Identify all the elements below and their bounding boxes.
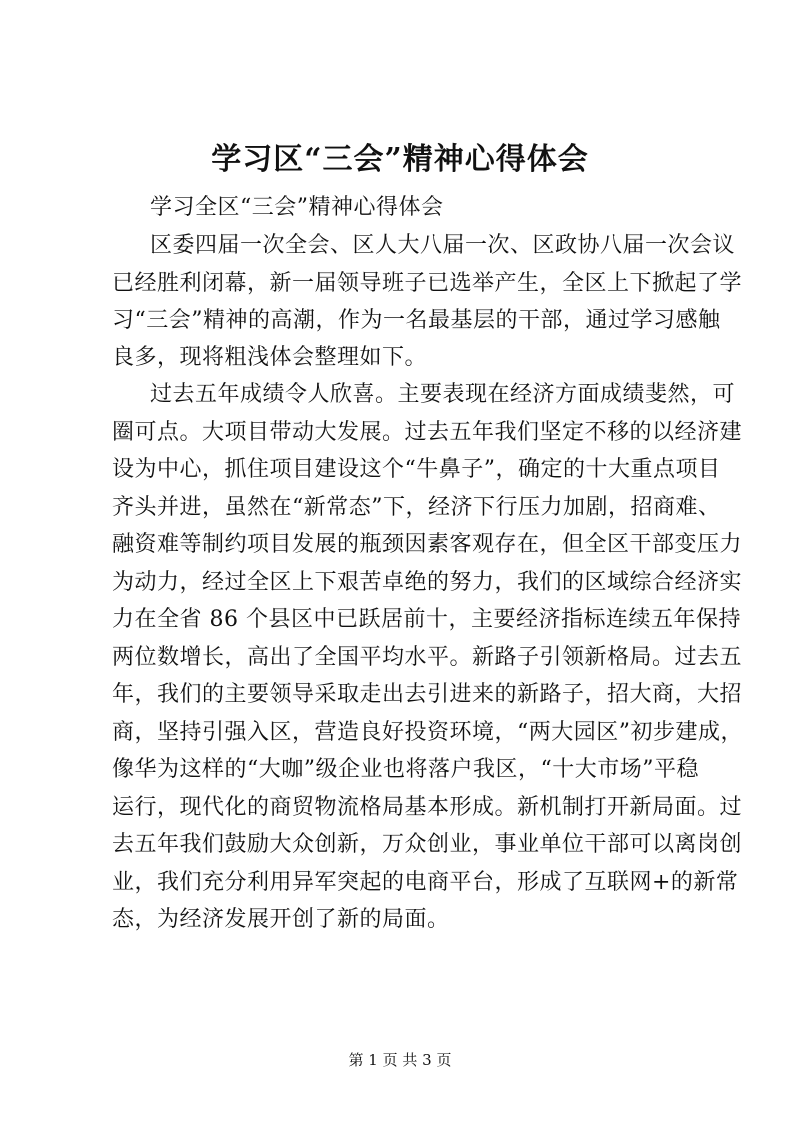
paragraph-line: 已经胜利闭幕，新一届领导班子已选举产生，全区上下掀起了学 — [112, 271, 743, 296]
paragraph-line: 业，我们充分利用异军突起的电商平台，形成了互联网+的新常 — [112, 870, 739, 895]
paragraph-line: 过去五年成绩令人欣喜。主要表现在经济方面成绩斐然，可 — [150, 382, 736, 407]
document-title: 学习区“三会”精神心得体会 — [211, 142, 589, 177]
paragraph-line: 去五年我们鼓励大众创新，万众创业，事业单位干部可以离岗创 — [112, 832, 743, 857]
paragraph-line: 圈可点。大项目带动大发展。过去五年我们坚定不移的以经济建 — [112, 420, 743, 445]
paragraph-line: 两位数增长，高出了全国平均水平。新路子引领新格局。过去五 — [112, 645, 743, 670]
paragraph-line: 态，为经济发展开创了新的局面。 — [112, 907, 450, 932]
paragraph-line: 像华为这样的“大咖”级企业也将落户我区，“十大市场”平稳 — [112, 757, 699, 782]
page-footer: 第 1 页 共 3 页 — [348, 1051, 452, 1069]
paragraph-line: 力在全省 86 个县区中已跃居前十，主要经济指标连续五年保持 — [112, 607, 741, 632]
paragraph-line: 融资难等制约项目发展的瓶颈因素客观存在，但全区干部变压力 — [112, 532, 743, 557]
paragraph-line: 良多，现将粗浅体会整理如下。 — [112, 345, 428, 370]
paragraph-line: 齐头并进，虽然在“新常态”下，经济下行压力加剧，招商难、 — [112, 495, 721, 520]
paragraph-line: 运行，现代化的商贸物流格局基本形成。新机制打开新局面。过 — [112, 795, 743, 820]
subtitle-line: 学习全区“三会”精神心得体会 — [150, 195, 444, 220]
paragraph-line: 为动力，经过全区上下艰苦卓绝的努力，我们的区域综合经济实 — [112, 570, 743, 595]
paragraph-line: 区委四届一次全会、区人大八届一次、区政协八届一次会议 — [150, 233, 736, 258]
paragraph-line: 商，坚持引强入区，营造良好投资环境，“两大园区”初步建成， — [112, 720, 743, 745]
paragraph-line: 年，我们的主要领导采取走出去引进来的新路子，招大商，大招 — [112, 682, 743, 707]
paragraph-line: 习“三会”精神的高潮，作为一名最基层的干部，通过学习感触 — [112, 308, 721, 333]
paragraph-line: 设为中心，抓住项目建设这个“牛鼻子”，确定的十大重点项目 — [112, 457, 721, 482]
